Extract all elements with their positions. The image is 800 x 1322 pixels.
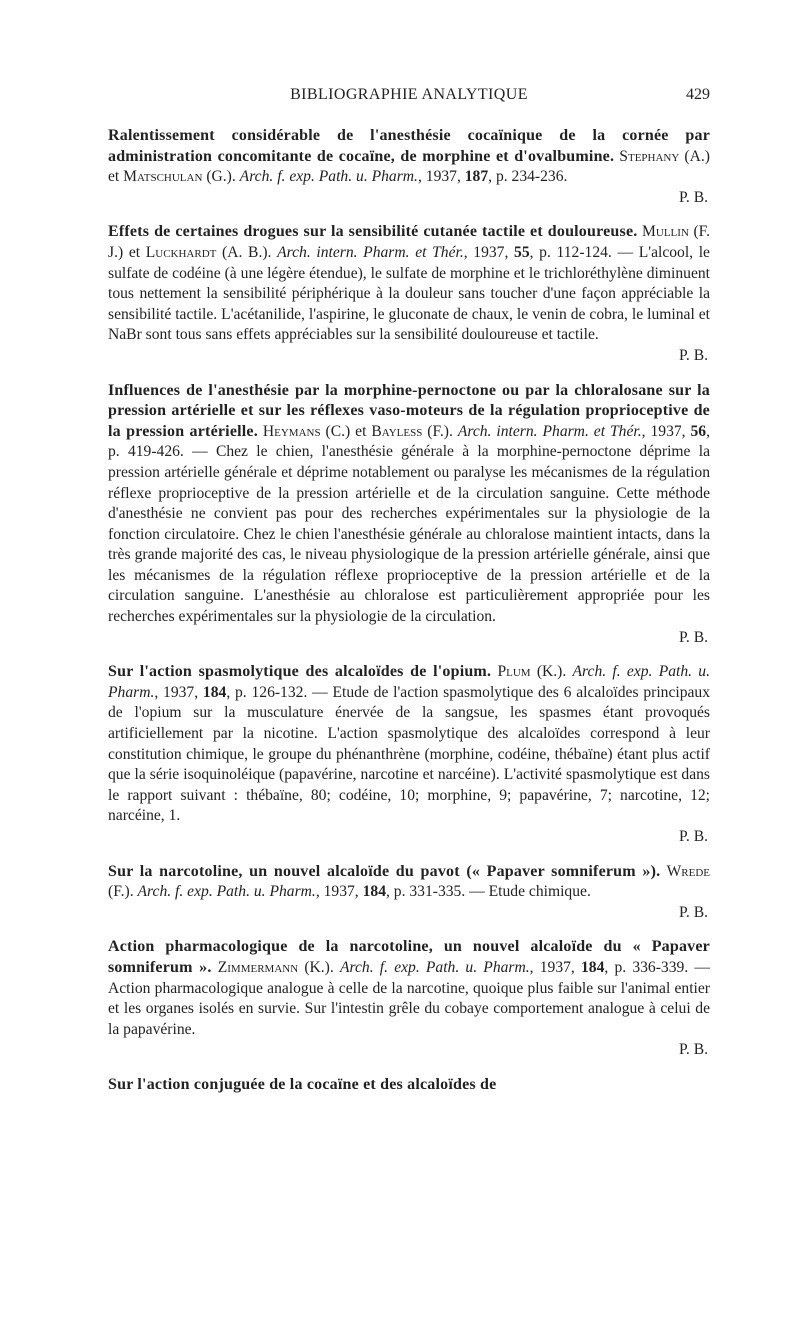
entry-author-suffix: (F.). — [108, 883, 138, 901]
entry-title: Effets de certaines drogues sur la sensibilité cutanée tactile et douloureuse. — [108, 223, 638, 241]
entry-citation: , 1937, — [417, 168, 465, 186]
running-title: BIBLIOGRAPHIE ANALYTIQUE — [290, 86, 528, 103]
entry-author: Luckhardt — [145, 243, 217, 261]
entry-volume: 184 — [581, 958, 605, 976]
entry-author-suffix: (C.) et — [320, 422, 372, 440]
entry-author: Plum — [497, 663, 531, 681]
entry-body: — Etude de l'action spasmolytique des 6 alcaloïdes principaux de l'opium sur la musculature énervée de la sangsue, les spasmes étant provoqués artificiellement par la nicotine. L'action spasmolytique des alcaloïdes correspond à leur constitution chimique, le groupe du phénanthrène (morphine, codéine, thébaïne) étant plus actif que la série isoquinoléique (papavérine, narcotine et narcéine). L'activité spasmolytique est dans le rapport suivant : thébaïne, 80; codéine, 10; morphine, 9; papavérine, 7; narcotine, 12; narcéine, 1. — [108, 683, 711, 825]
entry-body: — Chez le chien, l'anesthésie générale à la morphine-pernoctone déprime la pression artérielle générale et déprime notablement ou paralyse les mécanismes de la régulation réflexe proprioceptive de la pression artérielle et de la circulation sanguine. Cette méthode d'anesthésie ne convient pas pour des recherches expérimentales sur la physiologie de la fonction circulatoire. Chez le chien l'anesthésie générale au chloralose maintient intacts, dans la très grande majorité des cas, le niveau physiologique de la pression artérielle générale, ainsi que les mécanismes de la régulation réflexe proprioceptive de la pression artérielle et de la circulation sanguine. L'anesthésie au chloralose est particulièrement appropriée pour les recherches expérimentales sur la physiologie de la circulation. — [108, 443, 710, 626]
entry-journal: Arch. f. exp. Path. u. Pharm. — [137, 883, 316, 901]
entry-title: Sur l'action spasmolytique des alcaloïdes de l'opium. — [108, 663, 492, 681]
entry-volume: 184 — [202, 683, 227, 701]
entry-volume: 184 — [362, 883, 386, 901]
entry-signature: P. B. — [678, 903, 708, 921]
entry-title: Influences de l'anesthésie par la morphine-pernoctone ou par la chloralosane sur la pression artérielle et sur les réflexes vaso-moteurs de la régulation proprioceptive de la pression artérielle. — [108, 381, 710, 440]
entry-signature: P. B. — [678, 828, 708, 845]
entry-author: Matschulan — [123, 168, 203, 186]
entry-body: — L'alcool, le sulfate de codéine (à une légère étendue), le sulfate de morphine et le trichloréthylène diminuent tous nettement la sensibilité périphérique à la douleur sans toucher d'une façon appréciable la sensibilité tactile. L'acétanilide, l'aspirine, le gluconate de chaux, le venin de cobra, le luminal et NaBr sont tous sans effets appréciables sur la sensibilité douloureuse et tactile. — [108, 243, 710, 344]
entry-author: Bayless — [371, 422, 423, 440]
bibliography-entry — [108, 126, 710, 208]
entry-author: Mullin — [642, 223, 689, 241]
bibliography-entry — [108, 662, 710, 847]
entry-journal: Arch. f. exp. Path. u. Pharm. — [239, 168, 418, 186]
entry-citation: , 1937, — [154, 683, 203, 701]
entry-journal: Arch. intern. Pharm. et Thér. — [457, 422, 642, 440]
entry-citation: , 1937, — [463, 243, 515, 261]
entry-title: Action pharmacologique de la narcotoline, un nouvel alcaloïde du « Papaver somniferum ». — [108, 938, 710, 976]
entry-journal: Arch. f. exp. Path. u. Pharm. — [108, 663, 710, 701]
entry-citation: , 1937, — [315, 883, 363, 901]
entry-citation: , 1937, — [641, 422, 691, 440]
entry-volume: 187 — [464, 168, 489, 186]
entry-signature: P. B. — [678, 628, 708, 646]
entry-pages: , p. 336-339. — [604, 958, 689, 976]
running-head — [108, 86, 710, 110]
entry-author-suffix: (A. B.). — [216, 243, 278, 261]
bibliography-entry — [108, 1075, 710, 1096]
entry-body: — Etude chimique. — [465, 883, 591, 901]
entry-body: — Action pharmacologique analogue à celle de la narcotine, quoique plus faible sur l'animal entier et les organes isolés en survie. Sur l'intestin grêle du cobaye comportement analogue à celui de la papavérine. — [108, 958, 710, 1038]
bibliography-entry — [108, 937, 710, 1061]
entry-pages: , p. 126-132. — [226, 683, 308, 701]
bibliography-entry — [108, 222, 710, 366]
entry-title: Ralentissement considérable de l'anesthésie cocaïnique de la cornée par administration concomitante de cocaïne, de morphine et d'ovalbumine. — [108, 127, 710, 165]
entry-title: Sur la narcotoline, un nouvel alcaloïde du pavot (« Papaver somniferum »). — [108, 862, 661, 880]
entry-signature: P. B. — [678, 346, 708, 364]
entry-pages: , p. 419-426. — [108, 422, 710, 461]
entry-author-suffix: (K.). — [530, 663, 573, 681]
entry-pages: , p. 331-335. — [385, 883, 466, 901]
entry-journal: Arch. intern. Pharm. et Thér. — [277, 243, 464, 261]
entry-citation: , 1937, — [529, 958, 581, 976]
entry-signature: P. B. — [678, 1041, 708, 1059]
entry-author: Heymans — [262, 422, 321, 440]
entry-author: Zimmermann — [217, 958, 299, 976]
bibliography-entry — [108, 862, 710, 924]
entry-author: Stephany — [619, 147, 680, 165]
entry-volume: 56 — [690, 422, 707, 440]
entry-pages: , p. 234-236. — [488, 168, 568, 186]
page-number: 429 — [686, 86, 710, 103]
entry-volume: 55 — [514, 243, 530, 261]
entry-author-suffix: (F. J.) et — [108, 223, 710, 261]
entry-pages: , p. 112-124. — [529, 243, 612, 261]
entry-author-suffix: (G.). — [202, 168, 240, 186]
entry-title: Sur l'action conjuguée de la cocaïne et des alcaloïdes de — [108, 1075, 497, 1093]
entry-author: Wrede — [666, 862, 710, 880]
entry-author-suffix: (F.). — [422, 422, 458, 440]
bibliography-entries — [108, 126, 710, 1110]
entry-signature: P. B. — [678, 188, 708, 206]
entry-author-suffix: (A.) et — [108, 147, 710, 186]
bibliography-entry — [108, 381, 710, 649]
entry-author-suffix: (K.). — [298, 958, 340, 976]
entry-journal: Arch. f. exp. Path. u. Pharm. — [339, 958, 530, 976]
